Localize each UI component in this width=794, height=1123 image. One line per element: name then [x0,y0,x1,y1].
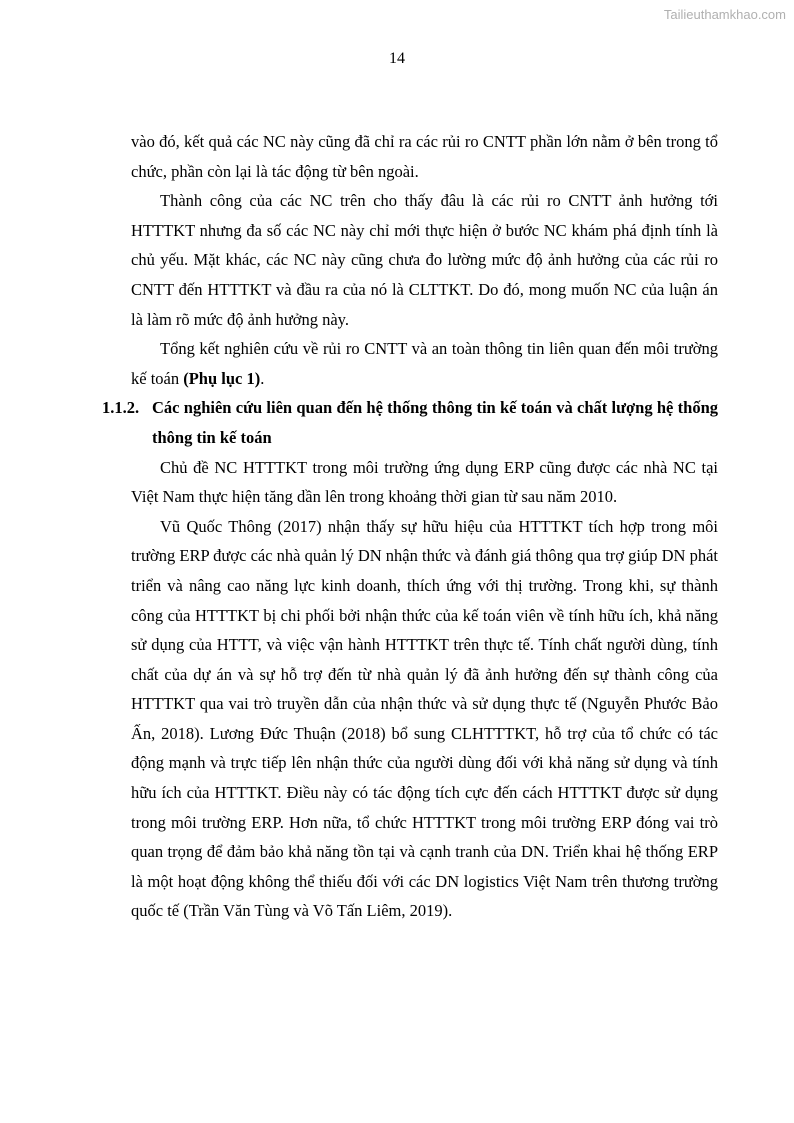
paragraph-3 [131,334,718,393]
page-number: 14 [389,50,405,67]
paragraph-5: Vũ Quốc Thông (2017) nhận thấy sự hữu hiệu của HTTTKT tích hợp trong môi trường ERP được các nhà quản lý DN nhận thức và đánh giá thông qua trợ giúp DN phát triển và nâng cao năng lực kinh doanh, thích ứng với thị trường. Trong khi, sự thành công của HTTTKT bị chi phối bởi nhận thức của kế toán viên về tính hữu ích, khả năng sử dụng của HTTT, và việc vận hành HTTTKT trên thực tế. Tính chất người dùng, tính chất của dự án và sự hỗ trợ đến từ nhà quản lý đã ảnh hưởng đến sự thành công của HTTTKT qua vai trò truyền dẫn của nhận thức và sử dụng thực tế (Nguyễn Phước Bảo Ấn, 2018). Lương Đức Thuận (2018) bổ sung CLHTTTKT, hỗ trợ của tổ chức có tác động mạnh và trực tiếp lên nhận thức của người dùng đối với khả năng sử dụng và tính hữu ích của HTTTKT. Điều này có tác động tích cực đến cách HTTTKT được sử dụng trong môi trường ERP. Hơn nữa, tổ chức HTTTKT trong môi trường ERP đóng vai trò quan trọng để đảm bảo khả năng tồn tại và cạnh tranh của DN. Triển khai hệ thống ERP là một hoạt động không thể thiếu đối với các DN logistics Việt Nam trên thương trường quốc tế (Trần Văn Tùng và Võ Tấn Liêm, 2019). [131,516,718,921]
paragraph-3-text: Tổng kết nghiên cứu về rủi ro CNTT và an toàn thông tin liên quan đến môi trường kế toán [131,339,718,388]
section-heading [102,393,718,452]
paragraph-3-end: . [260,368,265,388]
appendix-reference: (Phụ lục 1) [183,368,261,388]
document-body [102,127,718,926]
section-number: 1.1.2. [102,398,140,418]
paragraph-1: vào đó, kết quả các NC này cũng đã chỉ ra các rủi ro CNTT phần lớn nằm ở bên trong tổ chức, phần còn lại là tác động từ bên ngoài. [131,132,718,181]
section-title: Các nghiên cứu liên quan đến hệ thống thông tin kế toán và chất lượng hệ thống thông tin kế toán [152,398,718,447]
paragraph-4: Chủ đề NC HTTTKT trong môi trường ứng dụng ERP cũng được các nhà NC tại Việt Nam thực hiện tăng dần lên trong khoảng thời gian từ sau năm 2010. [131,457,718,507]
paragraph-2: Thành công của các NC trên cho thấy đâu là các rủi ro CNTT ảnh hưởng tới HTTTKT nhưng đa số các NC này chỉ mới thực hiện ở bước NC khám phá định tính là chủ yếu. Mặt khác, các NC này cũng chưa đo lường mức độ ảnh hưởng của các rủi ro CNTT đến HTTTKT và đầu ra của nó là CLTTKT. Do đó, mong muốn NC của luận án là làm rõ mức độ ảnh hưởng này. [131,191,718,329]
watermark: Tailieuthamkhao.com [663,7,786,22]
